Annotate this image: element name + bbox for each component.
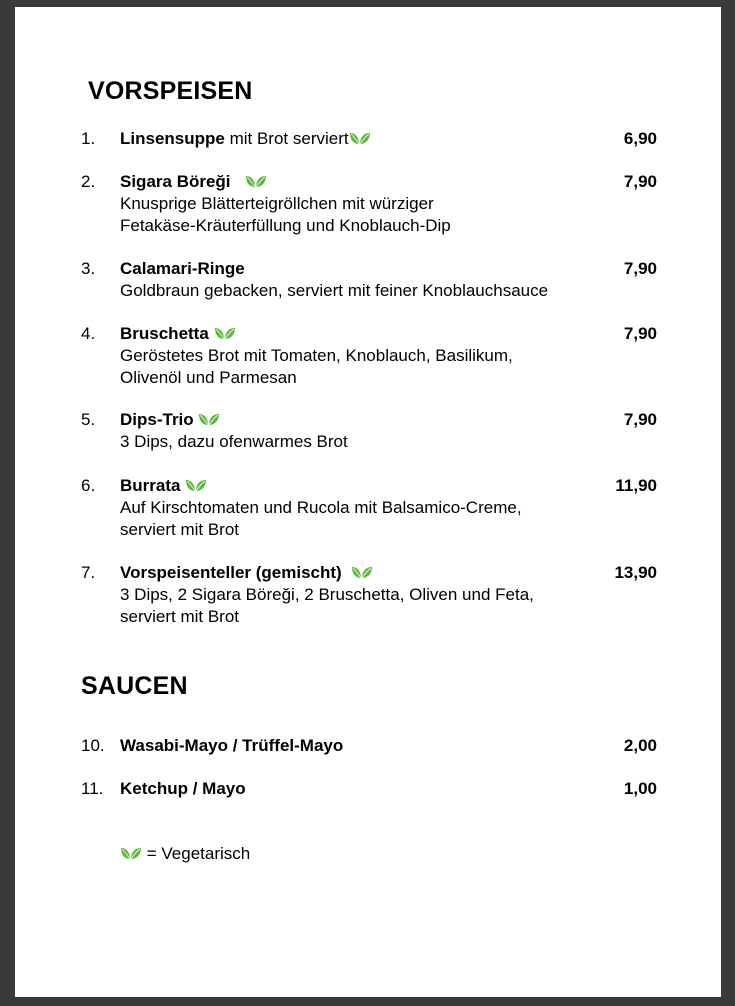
item-name: Dips-Trio	[120, 410, 194, 429]
item-price: 7,90	[623, 172, 657, 191]
item-name: Burrata	[120, 476, 181, 495]
leaf-icon	[245, 174, 267, 188]
item-number: 10.	[81, 736, 105, 755]
item-name: Sigara Böreği	[120, 172, 231, 191]
menu-page	[15, 7, 721, 997]
item-price: 11,90	[615, 476, 657, 495]
item-price: 7,90	[623, 324, 657, 343]
item-description: Knusprige Blätterteigröllchen mit würziger	[120, 194, 434, 213]
item-number: 1.	[81, 129, 96, 148]
leaf-icon	[351, 565, 373, 579]
item-description: serviert mit Brot	[120, 607, 240, 626]
item-price: 1,00	[623, 779, 657, 798]
item-number: 5.	[81, 410, 96, 429]
item-description: Goldbraun gebacken, serviert mit feiner Knoblauchsauce	[120, 281, 549, 300]
item-number: 2.	[81, 172, 96, 191]
item-number: 11.	[81, 779, 104, 798]
item-name: Bruschetta	[120, 324, 209, 343]
item-description: Olivenöl und Parmesan	[120, 368, 297, 387]
item-description: Fetakäse-Kräuterfüllung und Knoblauch-Dip	[120, 216, 451, 235]
item-name: Calamari-Ringe	[120, 259, 245, 278]
item-description: 3 Dips, dazu ofenwarmes Brot	[120, 432, 348, 451]
item-name: Vorspeisenteller (gemischt)	[120, 563, 342, 582]
section-title-vorspeisen: VORSPEISEN	[88, 77, 253, 105]
item-name: Ketchup / Mayo	[120, 779, 246, 798]
item-price: 2,00	[623, 736, 657, 755]
legend	[120, 843, 250, 865]
item-name: Linsensuppe	[120, 129, 225, 148]
item-number: 3.	[81, 259, 96, 278]
section-title-saucen: SAUCEN	[81, 672, 188, 700]
item-number: 6.	[81, 476, 96, 495]
item-price: 7,90	[623, 410, 657, 429]
leaf-icon	[349, 131, 371, 145]
item-price: 6,90	[623, 129, 657, 148]
item-number: 4.	[81, 324, 96, 343]
item-name: Wasabi-Mayo / Trüffel-Mayo	[120, 736, 344, 755]
leaf-icon	[214, 326, 236, 340]
leaf-icon	[198, 412, 220, 426]
leaf-icon	[120, 846, 142, 860]
item-name-suffix: mit Brot serviert	[224, 129, 349, 148]
item-description: Auf Kirschtomaten und Rucola mit Balsamico-Creme,	[120, 498, 522, 517]
item-price: 7,90	[623, 259, 657, 278]
item-description: 3 Dips, 2 Sigara Böreği, 2 Bruschetta, Oliven und Feta,	[120, 585, 534, 604]
legend-text: = Vegetarisch	[146, 844, 251, 863]
item-number: 7.	[81, 563, 96, 582]
item-description: Geröstetes Brot mit Tomaten, Knoblauch, Basilikum,	[120, 346, 513, 365]
item-price: 13,90	[614, 563, 657, 582]
item-description: serviert mit Brot	[120, 520, 240, 539]
leaf-icon	[185, 478, 207, 492]
